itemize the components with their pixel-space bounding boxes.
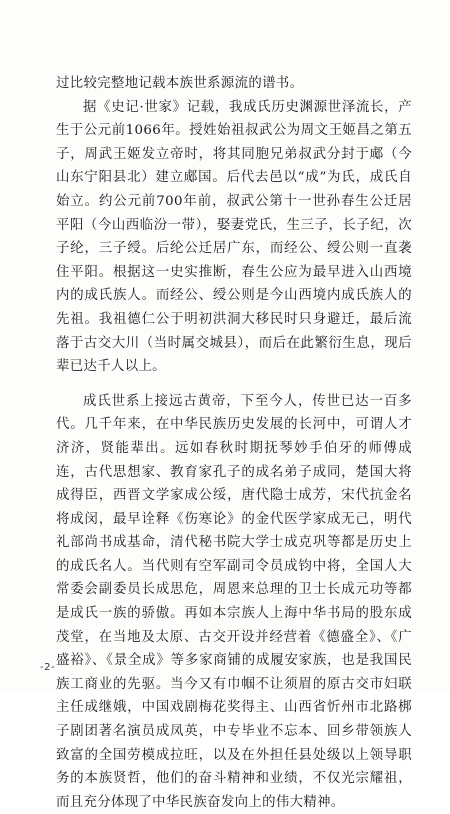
paragraph-notable-figures: 成氏世系上接远古黄帝，下至今人，传世已达一百多代。几千年来，在中华民族历史发展的长河中，可谓人才济济，贤能辈出。远如春秋时期抚琴妙手伯牙的师傅成连，古代思想家、教育家孔子的成名弟子成同，楚国大将成得臣，西晋文学家成公绥，唐代隐士成芳，宋代抗金名将成闵，最早诠释《伤寒论》的金代医学家成无己，明代礼部尚书成基命，清代秘书院大学士成克巩等都是历史上的成氏名人。当代则有空军副司令员成钧中将，全国人大常委会副委员长成思危，周恩来总理的卫士长成元功等都是成氏一族的骄傲。再如本宗族人上海中华书局的股东成茂堂，在当地及太原、古交开设并经营着《德盛全》、《广盛裕》、《景全成》等多家商铺的成履安家族，也是我国民族工商业的先驱。当今又有巾帼不让须眉的原古交市妇联主任成继娥，中国戏剧梅花奖得主、山西省忻州市北路梆子剧团著名演员成凤英，中专毕业不忘本、回乡带领族人致富的全国劳模成拉旺，以及在外担任县处级以上领导职务的本族贤哲，他们的奋斗精神和业绩，不仅光宗耀祖，而且充分体现了中华民族奋发向上的伟大精神。 — [56, 393, 412, 810]
page-number: -2- — [40, 662, 56, 673]
paragraph-continuation: 过比较完整地记载本族世系源流的谱书。 — [56, 76, 304, 91]
body-text — [56, 72, 412, 814]
paragraph-origin-history: 据《史记·世家》记载，我成氏历史渊源世泽流长，产生于公元前1066年。授姓始祖叔武公为周文王姬昌之第五子，周武王姬发立帝时，将其同胞兄弟叔武分封于郕（今山东宁阳县北）建立郕国。后代去邑以“成”为氏，成氏自始立。约公元前700年前，叔武公第十一世孙春生公迁居平阳（今山西临汾一带），娶妻党氏，生三子，长子纪，次子纶，三子绶。后纶公迁居广东，而经公、绶公则一直袭住平阳。根据这一史实推断，春生公应为最早进入山西境内的成氏族人。而经公、绶公则是今山西境内成氏族人的先祖。我祖德仁公于明初洪洞大移民时只身避迁，最后流落于古交大川（当时属交城县），而后在此繁衍生息，现后辈已达千人以上。 — [56, 99, 412, 375]
